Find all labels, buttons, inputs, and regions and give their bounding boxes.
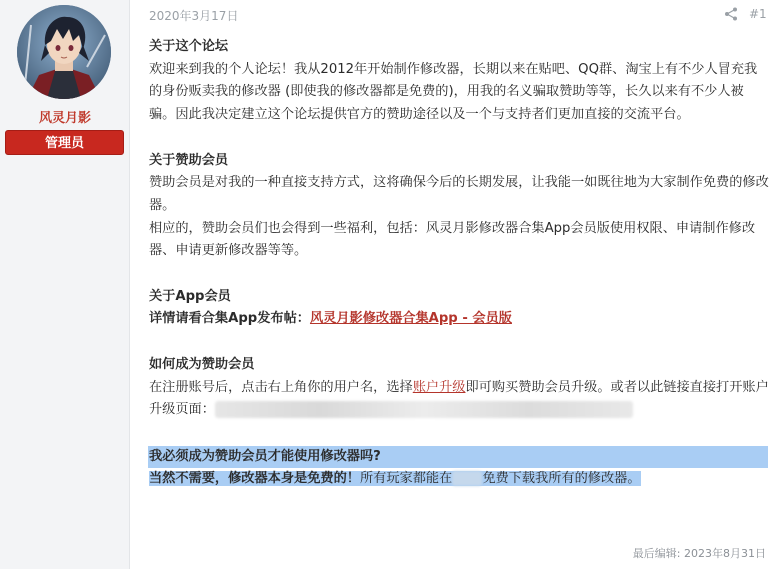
role-badge: 管理员 bbox=[5, 130, 124, 155]
avatar-illustration bbox=[17, 5, 111, 99]
faq-answer bbox=[149, 468, 769, 491]
section-heading-about-app: 关于App会员 bbox=[149, 288, 231, 304]
app-detail-prefix: 详情请看合集App发布帖： bbox=[149, 311, 310, 327]
post-date[interactable]: 2020年3月17日 bbox=[149, 9, 239, 23]
user-sidebar bbox=[0, 0, 130, 569]
app-release-link[interactable]: 风灵月影修改器合集App - 会员版 bbox=[309, 311, 512, 327]
faq-question: 我必须成为赞助会员才能使用修改器吗? bbox=[148, 446, 768, 469]
how-to-text-after: 即可购买赞助会员升级。或者以此链接直接打开账户升级页面： bbox=[149, 379, 769, 418]
section-heading-about-sponsor: 关于赞助会员 bbox=[149, 152, 229, 168]
avatar[interactable] bbox=[17, 5, 111, 99]
username[interactable]: 风灵月影 bbox=[38, 111, 91, 126]
faq-answer-after: 免费下载我所有的修改器。 bbox=[482, 471, 641, 487]
about-sponsor-text-1: 赞助会员是对我的一种直接支持方式，这将确保今后的长期发展，让我能一如既往地为大家制作免费的修改器。 bbox=[149, 175, 769, 213]
post-body bbox=[149, 36, 769, 491]
how-to-text-before: 在注册账号后，点击右上角你的用户名，选择 bbox=[149, 379, 413, 395]
share-icon[interactable] bbox=[724, 7, 738, 21]
faq-answer-bold: 当然不需要，修改器本身是免费的！ bbox=[149, 471, 360, 487]
section-heading-about-forum: 关于这个论坛 bbox=[149, 39, 229, 54]
how-to-text bbox=[149, 377, 769, 422]
section-heading-how-to: 如何成为赞助会员 bbox=[149, 356, 255, 372]
faq-answer-before: 所有玩家都能在 bbox=[360, 471, 453, 487]
app-detail-line bbox=[149, 308, 769, 331]
redacted-site-name bbox=[452, 471, 482, 486]
redacted-upgrade-url[interactable] bbox=[215, 401, 633, 418]
account-upgrade-link[interactable]: 账户升级 bbox=[412, 379, 466, 395]
about-sponsor-text-2: 相应的，赞助会员们也会得到一些福利，包括：风灵月影修改器合集App会员版使用权限、申请制作修改器、申请更新修改器等等。 bbox=[149, 220, 756, 259]
last-edited-note: 最后编辑: 2023年8月31日 bbox=[632, 547, 766, 560]
post-number[interactable]: #1 bbox=[749, 7, 767, 21]
about-forum-text: 欢迎来到我的个人论坛！我从2012年开始制作修改器，长期以来在贴吧、QQ群、淘宝上有不少人冒充我的身份贩卖我的修改器 (即使我的修改器都是免费的)，用我的名义骗取赞助等等，长久以来有不少人被骗。因此我决定建立这个论坛提供官方的赞助途径以及一个与支持者们更加直接的交流平台。 bbox=[149, 61, 758, 123]
faq-answer-highlight bbox=[149, 471, 641, 486]
